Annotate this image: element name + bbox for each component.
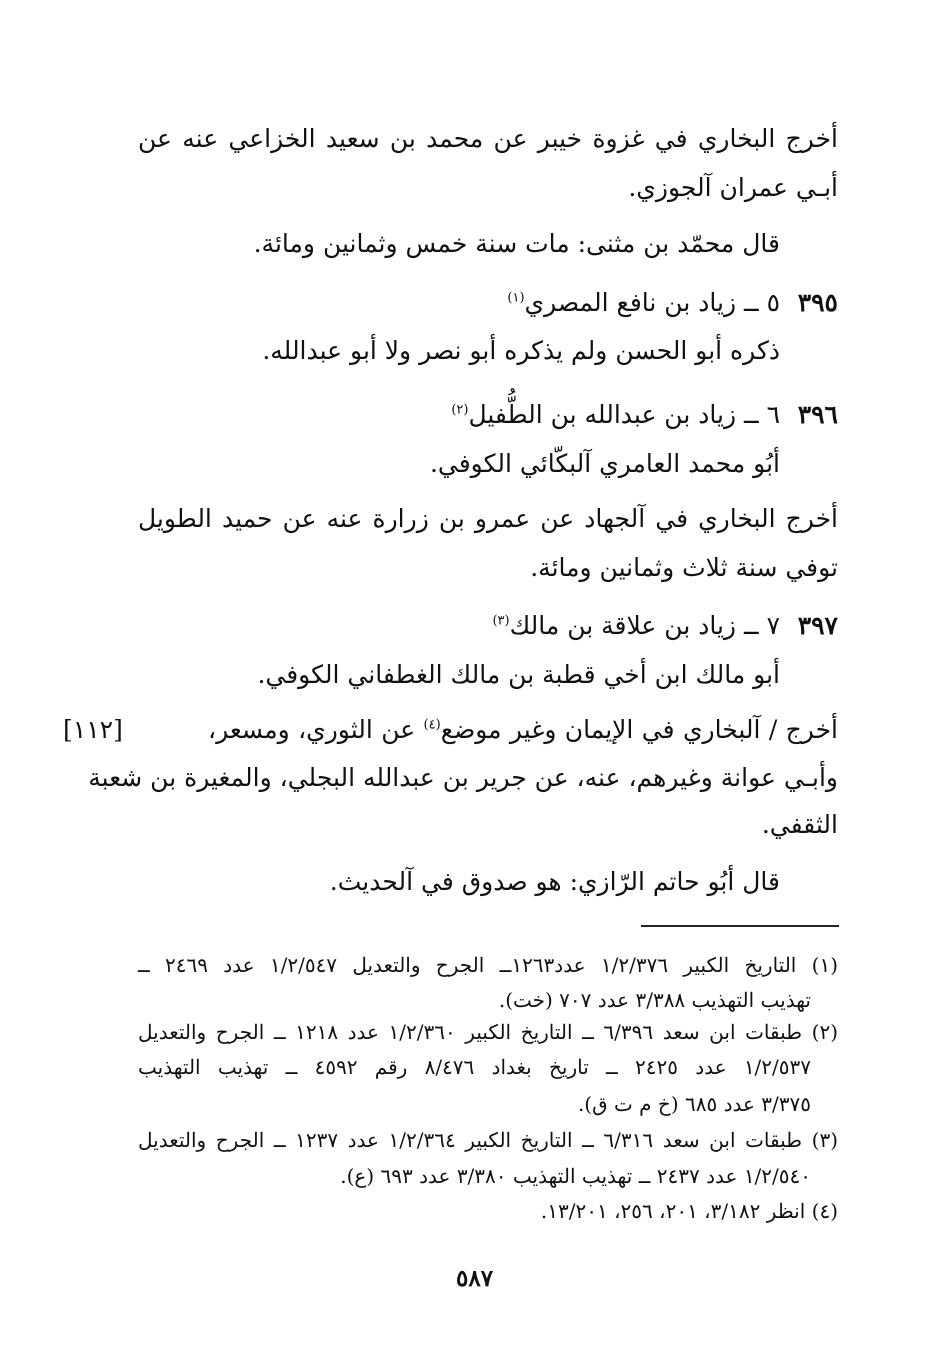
entry-397-heading-text: ٧ ــ زياد بن علاقة بن مالك — [509, 611, 780, 640]
paragraph-last: قال أبُو حاتم الرّازي: هو صدوق في آلحديث. — [329, 867, 780, 896]
entry-397-paragraph-line-3: الثقفي. — [761, 810, 838, 839]
footnote-ref-3: (٣) — [492, 613, 510, 629]
entry-397-number: ٣٩٧ — [797, 611, 838, 640]
page-number: ٥٨٧ — [456, 1265, 494, 1292]
margin-page-marker: [١١٢] — [63, 715, 123, 744]
footnote-ref-4: (٤) — [423, 717, 441, 733]
paragraph-1-line-2: أبـي عمران آلجوزي. — [628, 173, 838, 202]
entry-396-heading-text: ٦ ــ زياد بن عبدالله بن الطُّفيل — [468, 400, 780, 429]
paragraph-2: قال محمّد بن مثنى: مات سنة خمس وثمانين ومائة. — [253, 229, 780, 258]
entry-397-paragraph-line-1-b: عن الثوري، ومسعر، — [208, 715, 416, 744]
footnote-3-line-1: (٣) طبقات ابن سعد ٦/٣١٦ ــ التاريخ الكبير ١/٢/٣٦٤ عدد ١٢٣٧ ــ الجرح والتعديل — [138, 1128, 838, 1152]
entry-395-text: ذكره أبو الحسن ولم يذكره أبو نصر ولا أبو عبدالله. — [262, 336, 780, 365]
footnote-2-line-3: ٣/٣٧٥ عدد ٦٨٥ (خ م ت ق). — [577, 1092, 811, 1116]
footnote-2-line-1: (٢) طبقات ابن سعد ٦/٣٩٦ ــ التاريخ الكبير ١/٢/٣٦٠ عدد ١٢١٨ ــ الجرح والتعديل — [138, 1020, 838, 1044]
footnote-4-line-1: (٤) انظر ٣/١٨٢، ٢٠١، ٢٥٦، ١٣/٢٠١. — [540, 1199, 838, 1223]
entry-396-paragraph-line-2: توفي سنة ثلاث وثمانين ومائة. — [530, 553, 838, 582]
footnote-ref-2: (٢) — [451, 402, 469, 418]
paragraph-1-line-1: أخرج البخاري في غزوة خيبر عن محمد بن سعيد الخزاعي عنه عن — [138, 124, 838, 153]
entry-395-number: ٣٩٥ — [797, 288, 838, 317]
footnote-ref-1: (١) — [507, 290, 525, 306]
entry-397-text: أبو مالك ابن أخي قطبة بن مالك الغطفاني الكوفي. — [257, 660, 780, 689]
footnote-3-line-2: ١/٢/٥٤٠ عدد ٢٤٣٧ ــ تهذيب التهذيب ٣/٣٨٠ عدد ٦٩٣ (ع). — [340, 1164, 811, 1188]
footnote-1-line-1: (١) التاريخ الكبير ١/٢/٣٧٦ عدد١٢٦٣ــ الجرح والتعديل ١/٢/٥٤٧ عدد ٢٤٦٩ ــ — [138, 953, 839, 977]
entry-397-paragraph-line-2: وأبـي عوانة وغيرهم، عنه، عن جرير بن عبدالله البجلي، والمغيرة بن شعبة — [88, 763, 838, 792]
entry-396-text: أبُو محمد العامري آلبكّائي الكوفي. — [429, 449, 780, 478]
footnote-1-line-2: تهذيب التهذيب ٣/٣٨٨ عدد ٧٠٧ (خت). — [498, 988, 811, 1012]
entry-396-number: ٣٩٦ — [797, 400, 838, 429]
entry-397-paragraph-line-1 — [208, 713, 838, 747]
entry-395-heading — [507, 286, 780, 320]
entry-396-paragraph-line-1: أخرج البخاري في آلجهاد عن عمرو بن زرارة عنه عن حميد الطويل — [138, 504, 838, 533]
footnote-divider — [641, 925, 839, 927]
entry-396-heading — [451, 398, 780, 432]
entry-397-paragraph-line-1-a: أخرج / آلبخاري في الإيمان وغير موضع — [440, 715, 838, 744]
entry-395-heading-text: ٥ ــ زياد بن نافع المصري — [524, 288, 780, 317]
footnote-2-line-2: ١/٢/٥٣٧ عدد ٢٤٢٥ ــ تاريخ بغداد ٨/٤٧٦ رقم ٤٥٩٢ ــ تهذيب التهذيب — [138, 1055, 811, 1079]
entry-397-heading — [492, 609, 780, 643]
